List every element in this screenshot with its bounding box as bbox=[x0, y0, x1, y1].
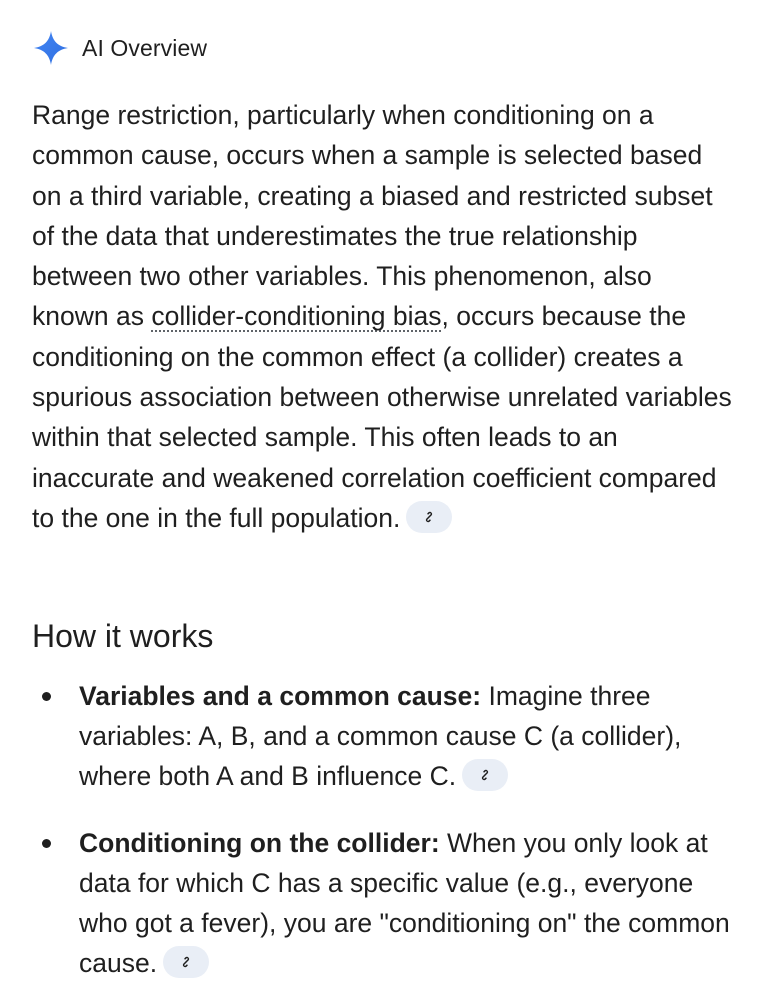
bullet-text: When you only look at data for which C has a specific value (e.g., everyone who got a fever), you are "conditioning on" the common cause. bbox=[79, 828, 730, 978]
how-it-works-list bbox=[32, 676, 732, 983]
bullet-text: Imagine three variables: A, B, and a common cause C (a collider), where both A and B influence C. bbox=[79, 681, 682, 791]
bullet-dot bbox=[42, 839, 51, 848]
ai-overview-header bbox=[32, 28, 207, 68]
link-icon bbox=[476, 766, 494, 784]
source-link-button[interactable] bbox=[163, 946, 209, 978]
intro-paragraph bbox=[32, 95, 732, 538]
ai-overview-title: AI Overview bbox=[82, 34, 208, 61]
source-link-button[interactable] bbox=[462, 759, 508, 791]
link-icon bbox=[420, 508, 438, 526]
list-item bbox=[32, 676, 732, 796]
bullet-dot bbox=[42, 692, 51, 701]
source-link-button[interactable] bbox=[406, 501, 452, 533]
collider-bias-link[interactable]: collider-conditioning bias bbox=[151, 301, 442, 332]
list-item bbox=[32, 823, 732, 983]
bullet-title: Conditioning on the collider: bbox=[79, 828, 440, 858]
intro-text-before-link: Range restriction, particularly when conditioning on a common cause, occurs when a sample is selected based on a third variable, creating a biased and restricted subset of the data that underestimates the true relationship between two other variables. This phenomenon, also known as bbox=[32, 100, 713, 332]
link-icon bbox=[177, 953, 195, 971]
gemini-sparkle-icon bbox=[32, 29, 70, 67]
section-heading: How it works bbox=[32, 618, 214, 654]
bullet-title: Variables and a common cause: bbox=[79, 681, 482, 711]
intro-text-after-link: , occurs because the conditioning on the common effect (a collider) creates a spurious association between otherwise unrelated variables within that selected sample. This often leads to an inaccurate and weakened correlation coefficient compared to the one in the full population. bbox=[32, 301, 732, 533]
